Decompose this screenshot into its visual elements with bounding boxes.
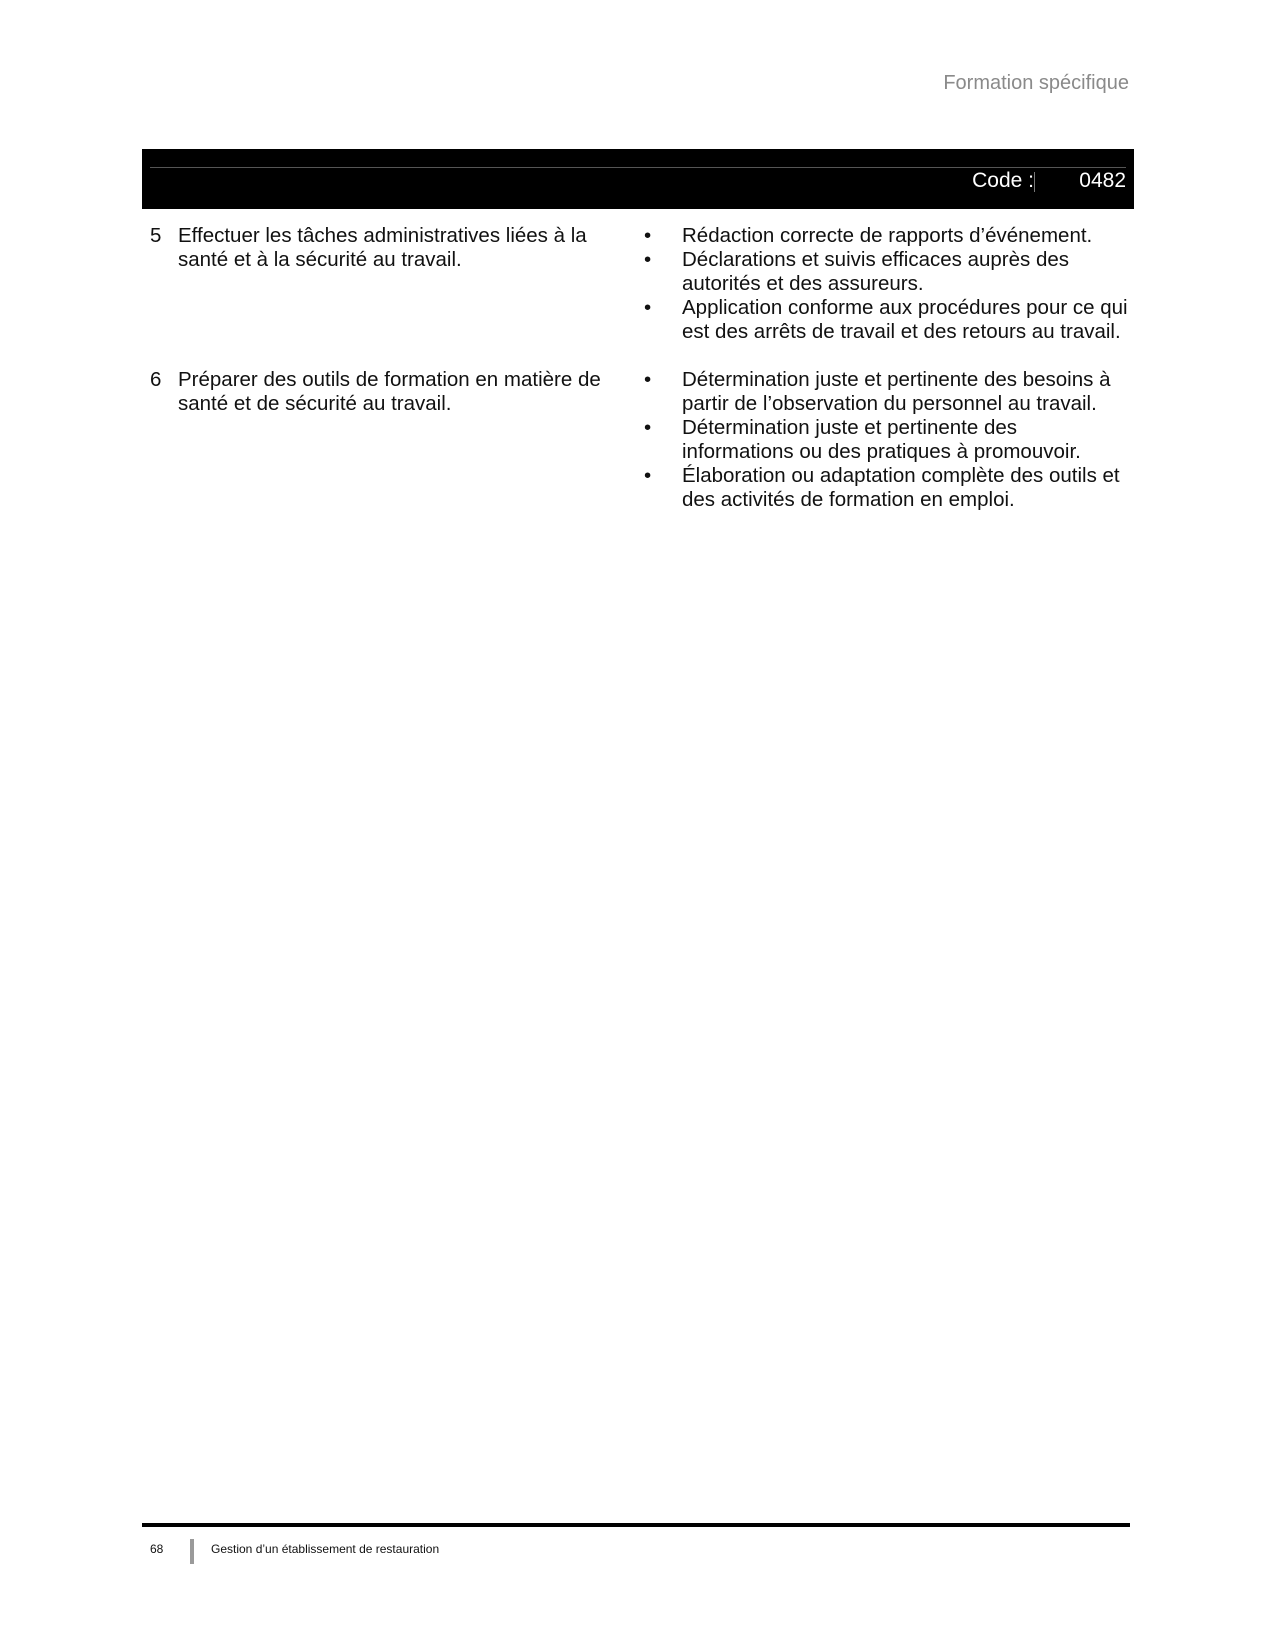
task-number: 5 bbox=[150, 224, 162, 247]
code-label: Code : bbox=[972, 169, 1034, 192]
running-header: Formation spécifique bbox=[943, 72, 1129, 94]
document-title: Gestion d’un établissement de restauration bbox=[211, 1542, 440, 1556]
list-item bbox=[644, 464, 1128, 512]
code-value: 0482 bbox=[1079, 169, 1126, 192]
bullet-icon: • bbox=[644, 248, 652, 271]
competency-table bbox=[142, 224, 1134, 536]
list-item bbox=[644, 368, 1128, 416]
table-row bbox=[142, 224, 1134, 344]
criterion-text: Élaboration ou adaptation complète des outils et des activités de formation en emploi. bbox=[682, 464, 1120, 511]
bullet-icon: • bbox=[644, 416, 652, 439]
task-text: Préparer des outils de formation en matière de santé et de sécurité au travail. bbox=[178, 368, 601, 415]
list-item bbox=[644, 248, 1128, 296]
criteria-cell bbox=[610, 224, 1134, 344]
task-cell bbox=[142, 224, 610, 344]
bullet-icon: • bbox=[644, 224, 652, 247]
page-number: 68 bbox=[150, 1542, 164, 1556]
code-bar bbox=[142, 149, 1134, 209]
criterion-text: Déclarations et suivis efficaces auprès des autorités et des assureurs. bbox=[682, 248, 1070, 295]
table-row bbox=[142, 368, 1134, 512]
criterion-text: Détermination juste et pertinente des informations ou des pratiques à promouvoir. bbox=[682, 416, 1081, 463]
list-item bbox=[644, 416, 1128, 464]
criterion-text: Détermination juste et pertinente des besoins à partir de l’observation du personnel au travail. bbox=[682, 368, 1111, 415]
bullet-icon: • bbox=[644, 464, 652, 487]
code-bar-rule bbox=[150, 167, 1126, 168]
criteria-cell bbox=[610, 368, 1134, 512]
list-item bbox=[644, 224, 1128, 248]
task-cell bbox=[142, 368, 610, 512]
task-text: Effectuer les tâches administratives liées à la santé et à la sécurité au travail. bbox=[178, 224, 587, 271]
criteria-list bbox=[644, 224, 1128, 344]
footer-rule bbox=[142, 1523, 1130, 1527]
list-item bbox=[644, 296, 1128, 344]
bullet-icon: • bbox=[644, 368, 652, 391]
bullet-icon: • bbox=[644, 296, 652, 319]
criteria-list bbox=[644, 368, 1128, 512]
code-separator bbox=[1034, 172, 1035, 192]
criterion-text: Application conforme aux procédures pour ce qui est des arrêts de travail et des retours au travail. bbox=[682, 296, 1128, 343]
footer-separator bbox=[190, 1539, 194, 1564]
criterion-text: Rédaction correcte de rapports d’événement. bbox=[682, 224, 1093, 247]
task-number: 6 bbox=[150, 368, 162, 391]
